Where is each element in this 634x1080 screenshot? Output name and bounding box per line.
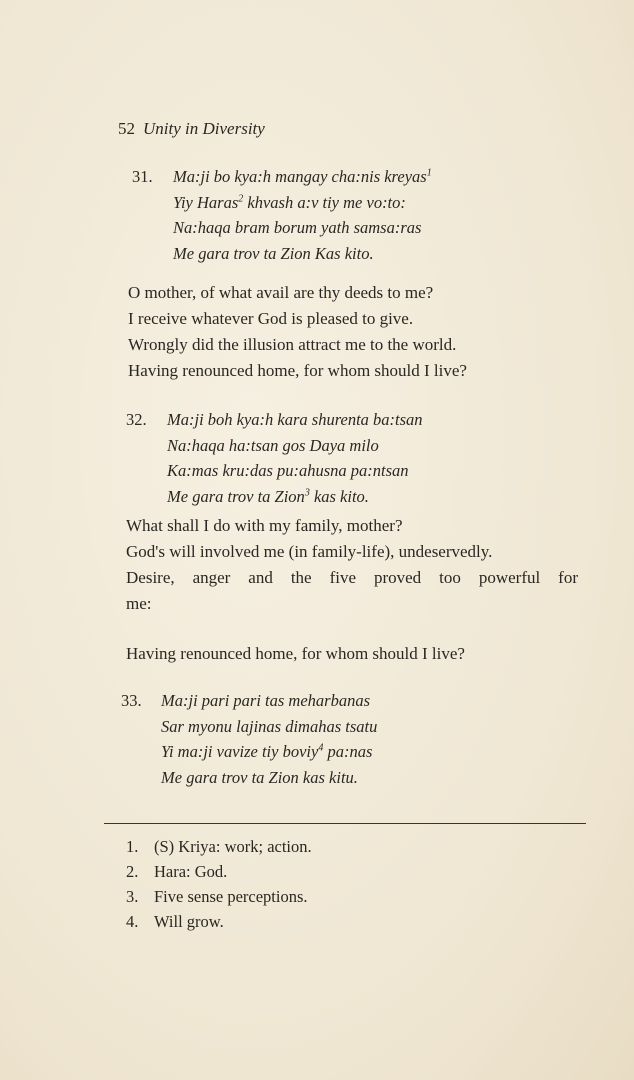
- footnote-divider: [104, 823, 586, 824]
- verse-line: Ma:ji bo kya:h mangay cha:nis kreyas$^1$: [173, 167, 432, 186]
- footnote-ref: 3: [304, 487, 310, 498]
- footnotes: [126, 834, 312, 934]
- verse-line: Na:haqa bram borum yath samsa:ras: [173, 218, 422, 237]
- verse-31: [132, 164, 432, 266]
- footnote-ref: 4: [318, 742, 324, 754]
- translation-line: me:: [126, 594, 152, 613]
- verse-line: Yiy Haras$^2$ khvash a:v tiy me vo:to:: [173, 192, 406, 212]
- page-number: 52: [118, 119, 135, 138]
- footnote: 2. Hara: God.: [126, 862, 228, 881]
- verse-line: Sar myonu lajinas dimahas tsatu: [161, 716, 378, 736]
- translation-line: God's will involved me (in family-life), undeservedly.: [126, 542, 493, 561]
- translation-line: Having renounced home, for whom should I live?: [126, 644, 465, 663]
- footnote-ref: 2: [238, 193, 244, 204]
- verse-line: Yi ma:ji vavize tiy boviy$^4$ pa:nas: [161, 742, 373, 761]
- verse-33: [121, 688, 378, 790]
- translation-line: O mother, of what avail are thy deeds to me?: [128, 283, 434, 302]
- verse-number: 31.: [132, 167, 153, 186]
- verse-line: Ma:ji boh kya:h kara shurenta ba:tsan: [167, 410, 423, 429]
- running-title: Unity in Diversity: [143, 119, 265, 138]
- footnote: 1. (S) Kriya: work; action.: [126, 837, 312, 856]
- verse-line: Me gara trov ta Zion$^3$ kas kito.: [167, 486, 369, 506]
- verse-number: 33.: [121, 691, 142, 710]
- verse-line: Me gara trov ta Zion Kas kito.: [173, 243, 374, 263]
- verse-number: 32.: [126, 410, 147, 429]
- translation-line: I receive whatever God is pleased to give.: [128, 309, 414, 328]
- translation-line: Having renounced home, for whom should I live?: [128, 361, 467, 380]
- verse-32: [126, 407, 423, 509]
- footnote: 3. Five sense perceptions.: [126, 887, 308, 906]
- translation-line: What shall I do with my family, mother?: [126, 516, 403, 535]
- translation-line: Wrongly did the illusion attract me to the world.: [128, 335, 457, 354]
- verse-line: Me gara trov ta Zion kas kitu.: [161, 767, 358, 787]
- translation-line: Desire, anger and the five proved too powerful for: [126, 568, 578, 587]
- translation-31: [128, 280, 580, 384]
- footnote: 4. Will grow.: [126, 912, 224, 931]
- translation-32: [126, 513, 578, 667]
- running-header: [118, 119, 265, 139]
- verse-line: Ma:ji pari pari tas meharbanas: [161, 691, 371, 710]
- footnote-ref: 1: [426, 167, 432, 179]
- verse-line: Ka:mas kru:das pu:ahusna pa:ntsan: [167, 461, 409, 480]
- verse-line: Na:haqa ha:tsan gos Daya milo: [167, 435, 379, 455]
